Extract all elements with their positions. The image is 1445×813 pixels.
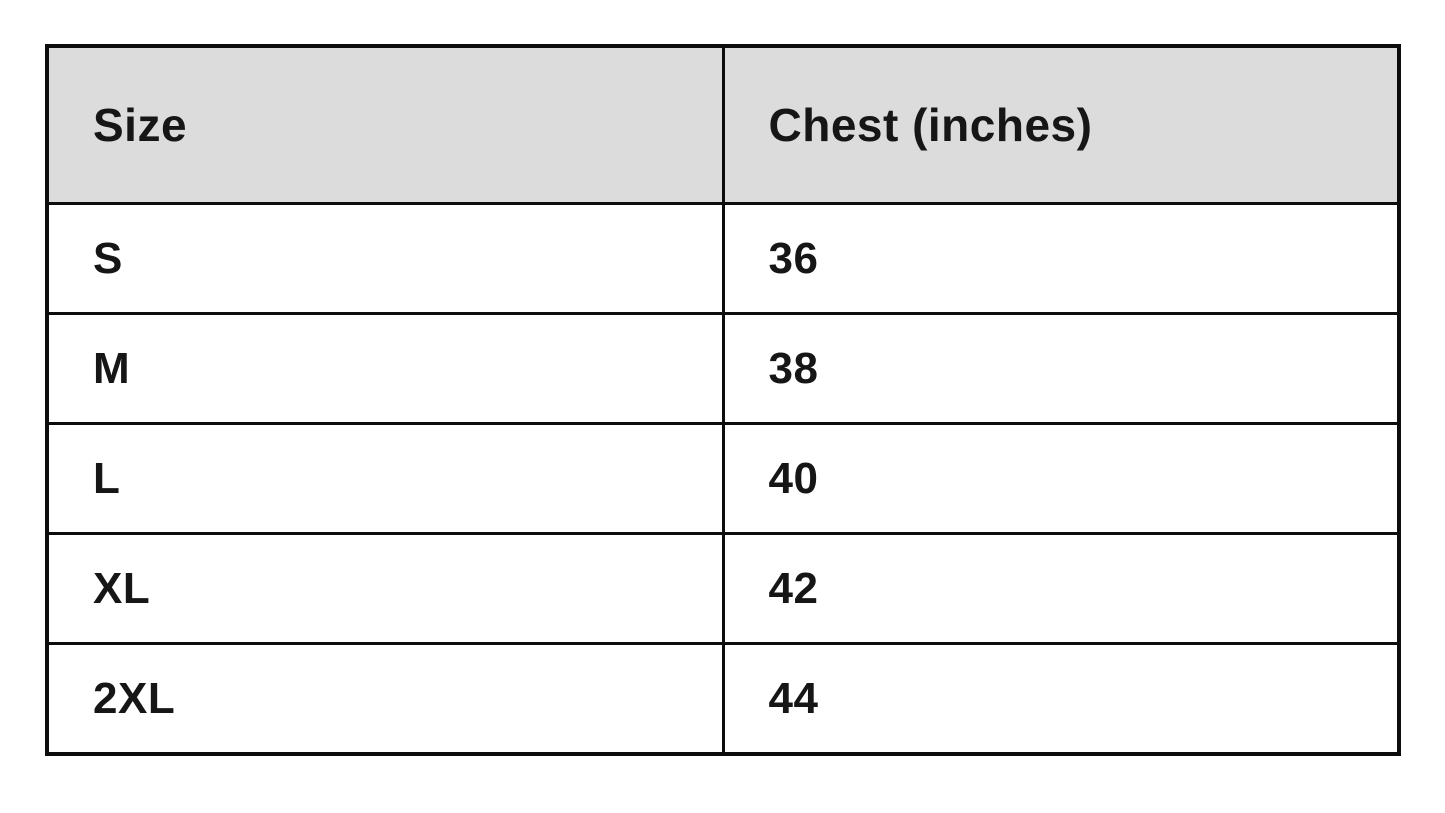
chest-cell: 42 <box>723 534 1399 644</box>
size-cell: L <box>47 424 723 534</box>
size-cell: S <box>47 204 723 314</box>
table-row <box>47 314 1399 424</box>
table-row <box>47 424 1399 534</box>
table-row <box>47 204 1399 314</box>
size-cell: 2XL <box>47 644 723 755</box>
header-row <box>47 46 1399 204</box>
size-cell: XL <box>47 534 723 644</box>
table-row <box>47 534 1399 644</box>
chest-cell: 40 <box>723 424 1399 534</box>
column-header-chest: Chest (inches) <box>723 46 1399 204</box>
chest-cell: 38 <box>723 314 1399 424</box>
column-header-size: Size <box>47 46 723 204</box>
table-row <box>47 644 1399 755</box>
chest-cell: 44 <box>723 644 1399 755</box>
chest-cell: 36 <box>723 204 1399 314</box>
size-chart-table <box>45 44 1401 756</box>
size-cell: M <box>47 314 723 424</box>
